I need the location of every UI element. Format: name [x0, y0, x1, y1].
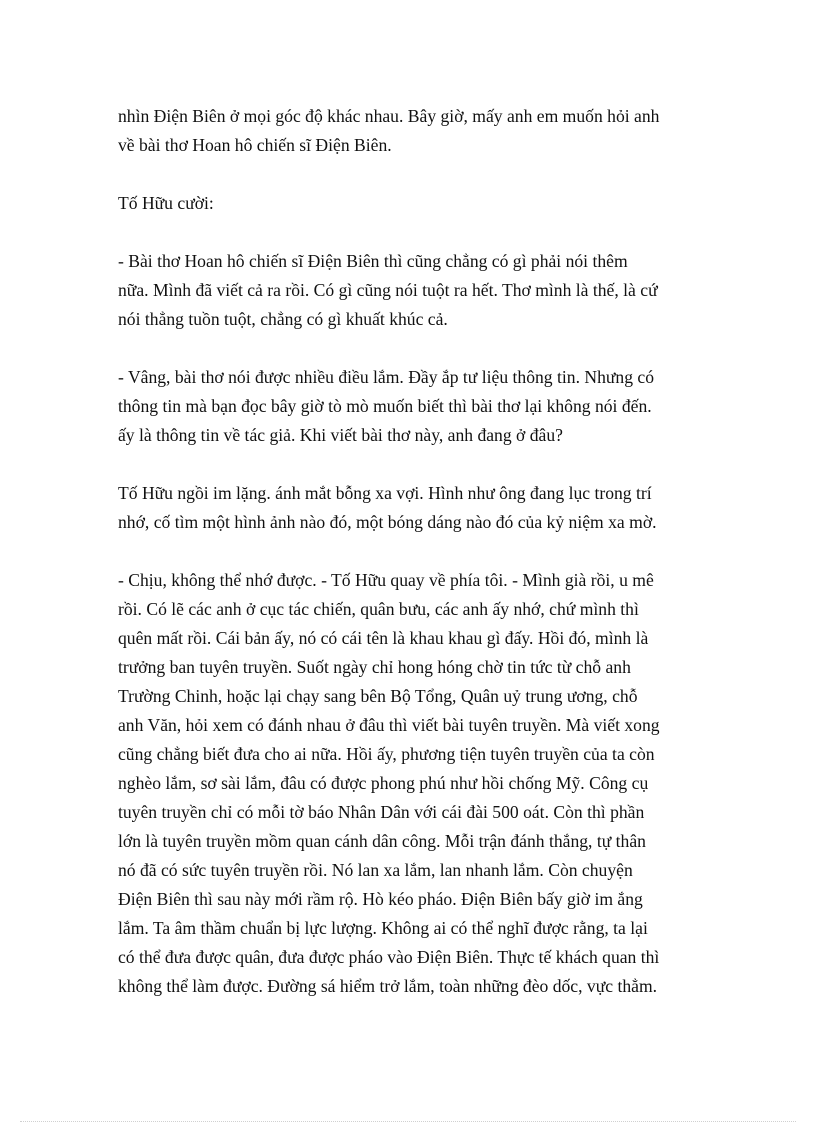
text-line: Tố Hữu cười: — [118, 193, 214, 213]
document-body — [118, 102, 708, 1030]
text-line: ấy là thông tin về tác giả. Khi viết bài thơ này, anh đang ở đâu? — [118, 425, 563, 445]
text-line: lớn là tuyên truyền mồm quan cánh dân công. Mỗi trận đánh thắng, tự thân — [118, 831, 646, 851]
text-line: - Bài thơ Hoan hô chiến sĩ Điện Biên thì cũng chẳng có gì phải nói thêm — [118, 251, 628, 271]
text-line: - Chịu, không thể nhớ được. - Tố Hữu quay về phía tôi. - Mình già rồi, u mê — [118, 570, 654, 590]
text-line: nghèo lắm, sơ sài lắm, đâu có được phong phú như hồi chống Mỹ. Công cụ — [118, 773, 649, 793]
text-line: rồi. Có lẽ các anh ở cục tác chiến, quân bưu, các anh ấy nhớ, chứ mình thì — [118, 599, 639, 619]
text-line: nhìn Điện Biên ở mọi góc độ khác nhau. Bây giờ, mấy anh em muốn hỏi anh — [118, 106, 660, 126]
text-line: tuyên truyền chỉ có mỗi tờ báo Nhân Dân với cái đài 500 oát. Còn thì phần — [118, 802, 645, 822]
text-line: Tố Hữu ngồi im lặng. ánh mắt bỗng xa vợi. Hình như ông đang lục trong trí — [118, 483, 652, 503]
text-line: lắm. Ta âm thầm chuẩn bị lực lượng. Không ai có thể nghĩ được rằng, ta lại — [118, 918, 648, 938]
text-line: trưởng ban tuyên truyền. Suốt ngày chỉ hong hóng chờ tin tức từ chỗ anh — [118, 657, 631, 677]
text-line: nó đã có sức tuyên truyền rồi. Nó lan xa lắm, lan nhanh lắm. Còn chuyện — [118, 860, 633, 880]
paragraph-6 — [118, 566, 708, 1001]
paragraph-5 — [118, 479, 708, 537]
page-bottom-divider — [20, 1121, 796, 1122]
text-line: cũng chẳng biết đưa cho ai nữa. Hồi ấy, phương tiện tuyên truyền của ta còn — [118, 744, 655, 764]
text-line: nhớ, cố tìm một hình ảnh nào đó, một bóng dáng nào đó của kỷ niệm xa mờ. — [118, 512, 657, 532]
text-line: về bài thơ Hoan hô chiến sĩ Điện Biên. — [118, 135, 392, 155]
text-line: thông tin mà bạn đọc bây giờ tò mò muốn biết thì bài thơ lại không nói đến. — [118, 396, 652, 416]
paragraph-1 — [118, 102, 708, 160]
text-line: nữa. Mình đã viết cả ra rồi. Có gì cũng nói tuột ra hết. Thơ mình là thế, là cứ — [118, 280, 658, 300]
paragraph-4 — [118, 363, 708, 450]
text-line: nói thẳng tuồn tuột, chẳng có gì khuất khúc cả. — [118, 309, 448, 329]
text-line: có thể đưa được quân, đưa được pháo vào Điện Biên. Thực tế khách quan thì — [118, 947, 660, 967]
text-line: Điện Biên thì sau này mới rầm rộ. Hò kéo pháo. Điện Biên bấy giờ im ắng — [118, 889, 643, 909]
text-line: Trường Chinh, hoặc lại chạy sang bên Bộ Tổng, Quân uỷ trung ương, chỗ — [118, 686, 638, 706]
text-line: không thể làm được. Đường sá hiểm trở lắm, toàn những đèo dốc, vực thẳm. — [118, 976, 658, 996]
text-line: anh Văn, hỏi xem có đánh nhau ở đâu thì viết bài tuyên truyền. Mà viết xong — [118, 715, 660, 735]
text-line: - Vâng, bài thơ nói được nhiều điều lắm. Đầy ắp tư liệu thông tin. Nhưng có — [118, 367, 654, 387]
text-line: quên mất rồi. Cái bản ấy, nó có cái tên là khau khau gì đấy. Hồi đó, mình là — [118, 628, 649, 648]
paragraph-3 — [118, 247, 708, 334]
paragraph-2 — [118, 189, 708, 218]
